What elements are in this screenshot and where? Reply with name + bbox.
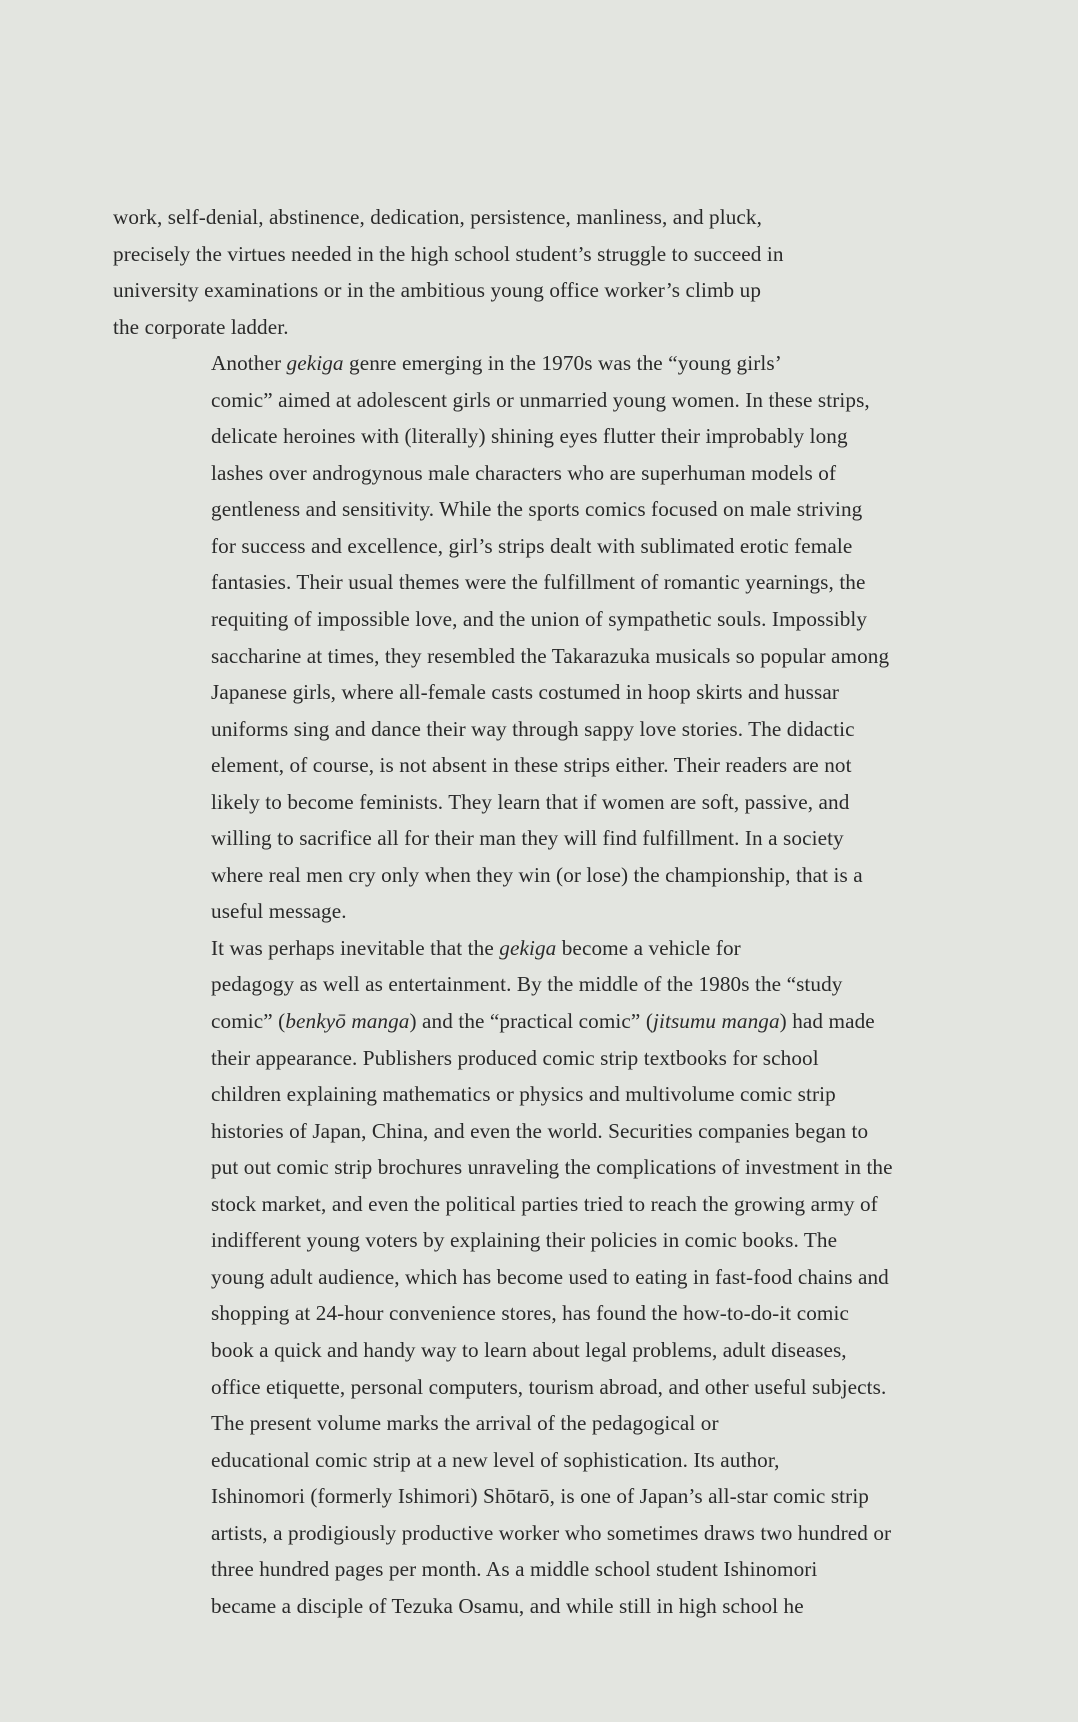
text-run: their appearance. Publishers produced comic strip textbooks for school	[211, 1045, 819, 1070]
text-run: fantasies. Their usual themes were the fulfillment of romantic yearnings, the	[211, 570, 866, 595]
text-line	[113, 1551, 993, 1588]
text-run: the corporate ladder.	[113, 314, 289, 339]
text-run: pedagogy as well as entertainment. By the middle of the 1980s the “study	[211, 972, 843, 997]
paragraph	[113, 199, 993, 345]
text-line	[113, 857, 993, 894]
text-line	[113, 747, 993, 784]
text-run: useful message.	[211, 899, 347, 924]
text-line	[113, 1259, 993, 1296]
text-line	[113, 1076, 993, 1113]
text-line	[113, 1515, 993, 1552]
text-line	[113, 528, 993, 565]
text-line	[113, 1003, 993, 1040]
text-run: genre emerging in the 1970s was the “young girls’	[343, 351, 782, 376]
body-text	[113, 199, 993, 1624]
text-line	[113, 711, 993, 748]
text-line	[113, 1332, 993, 1369]
text-run: ) and the “practical comic” (	[409, 1009, 653, 1034]
text-run: for success and excellence, girl’s strips dealt with sublimated erotic female	[211, 533, 853, 558]
italic-term: jitsumu manga	[652, 1009, 780, 1034]
text-line	[113, 930, 993, 967]
text-run: uniforms sing and dance their way through sappy love stories. The didactic	[211, 716, 855, 741]
text-line	[113, 966, 993, 1003]
text-run: book a quick and handy way to learn about legal problems, adult diseases,	[211, 1337, 847, 1362]
italic-term: benkyō manga	[285, 1009, 410, 1034]
text-run: The present volume marks the arrival of the pedagogical or	[211, 1411, 719, 1436]
text-run: educational comic strip at a new level of sophistication. Its author,	[211, 1447, 780, 1472]
text-run: became a disciple of Tezuka Osamu, and while still in high school he	[211, 1593, 804, 1618]
text-run: three hundred pages per month. As a middle school student Ishinomori	[211, 1557, 818, 1582]
text-line	[113, 893, 993, 930]
text-run: element, of course, is not absent in these strips either. Their readers are not	[211, 753, 852, 778]
text-run: It was perhaps inevitable that the	[211, 935, 500, 960]
italic-term: gekiga	[499, 935, 557, 960]
text-run: work, self-denial, abstinence, dedication, persistence, manliness, and pluck,	[113, 205, 763, 229]
text-run: become a vehicle for	[556, 935, 741, 960]
text-line	[113, 1222, 993, 1259]
text-run: children explaining mathematics or physics and multivolume comic strip	[211, 1082, 836, 1107]
text-run: Another	[211, 351, 287, 376]
text-run: comic” (	[211, 1009, 286, 1034]
text-line	[113, 601, 993, 638]
text-run: comic” aimed at adolescent girls or unmarried young women. In these strips,	[211, 387, 870, 412]
text-line	[113, 1588, 993, 1625]
text-line	[113, 309, 993, 346]
text-run: artists, a prodigiously productive worker who sometimes draws two hundred or	[211, 1520, 892, 1545]
text-line	[113, 1369, 993, 1406]
text-line	[113, 1040, 993, 1077]
text-line	[113, 1113, 993, 1150]
text-run: gentleness and sensitivity. While the sports comics focused on male striving	[211, 497, 863, 522]
text-line	[113, 674, 993, 711]
text-line	[113, 1405, 993, 1442]
text-run: histories of Japan, China, and even the world. Securities companies began to	[211, 1118, 869, 1143]
text-line	[113, 455, 993, 492]
text-line	[113, 1295, 993, 1332]
text-line	[113, 236, 993, 273]
text-run: Japanese girls, where all-female casts costumed in hoop skirts and hussar	[211, 680, 840, 705]
text-line	[113, 1149, 993, 1186]
text-run: young adult audience, which has become used to eating in fast-food chains and	[211, 1264, 889, 1289]
text-run: put out comic strip brochures unraveling the complications of investment in the	[211, 1155, 893, 1180]
text-run: stock market, and even the political parties tried to reach the growing army of	[211, 1191, 878, 1216]
text-line	[113, 272, 993, 309]
text-line	[113, 1186, 993, 1223]
text-run: Ishinomori (formerly Ishimori) Shōtarō, is one of Japan’s all-star comic strip	[211, 1484, 870, 1509]
text-line	[113, 418, 993, 455]
text-run: likely to become feminists. They learn that if women are soft, passive, and	[211, 789, 850, 814]
text-run: requiting of impossible love, and the union of sympathetic souls. Impossibly	[211, 607, 868, 632]
text-line	[113, 491, 993, 528]
text-run: indifferent young voters by explaining their policies in comic books. The	[211, 1228, 838, 1253]
paragraph	[113, 930, 993, 1405]
text-line	[113, 638, 993, 675]
text-run: shopping at 24-hour convenience stores, has found the how-to-do-it comic	[211, 1301, 849, 1326]
paragraph	[113, 345, 993, 930]
text-run: where real men cry only when they win (or lose) the championship, that is a	[211, 862, 863, 887]
text-line	[113, 1478, 993, 1515]
text-run: lashes over androgynous male characters who are superhuman models of	[211, 460, 837, 485]
text-line	[113, 382, 993, 419]
text-run: ) had made	[779, 1009, 875, 1034]
text-run: university examinations or in the ambitious young office worker’s climb up	[113, 278, 762, 303]
italic-term: gekiga	[286, 351, 344, 376]
text-run: precisely the virtues needed in the high school student’s struggle to succeed in	[113, 241, 784, 266]
text-run: saccharine at times, they resembled the Takarazuka musicals so popular among	[211, 643, 890, 668]
text-line	[113, 784, 993, 821]
text-line	[113, 345, 993, 382]
text-line	[113, 564, 993, 601]
paragraph	[113, 1405, 993, 1624]
text-line	[113, 820, 993, 857]
text-run: delicate heroines with (literally) shining eyes flutter their improbably long	[211, 424, 848, 449]
text-line	[113, 1442, 993, 1479]
text-run: office etiquette, personal computers, tourism abroad, and other useful subjects.	[211, 1374, 887, 1399]
text-line	[113, 199, 993, 236]
text-run: willing to sacrifice all for their man they will find fulfillment. In a society	[211, 826, 844, 851]
